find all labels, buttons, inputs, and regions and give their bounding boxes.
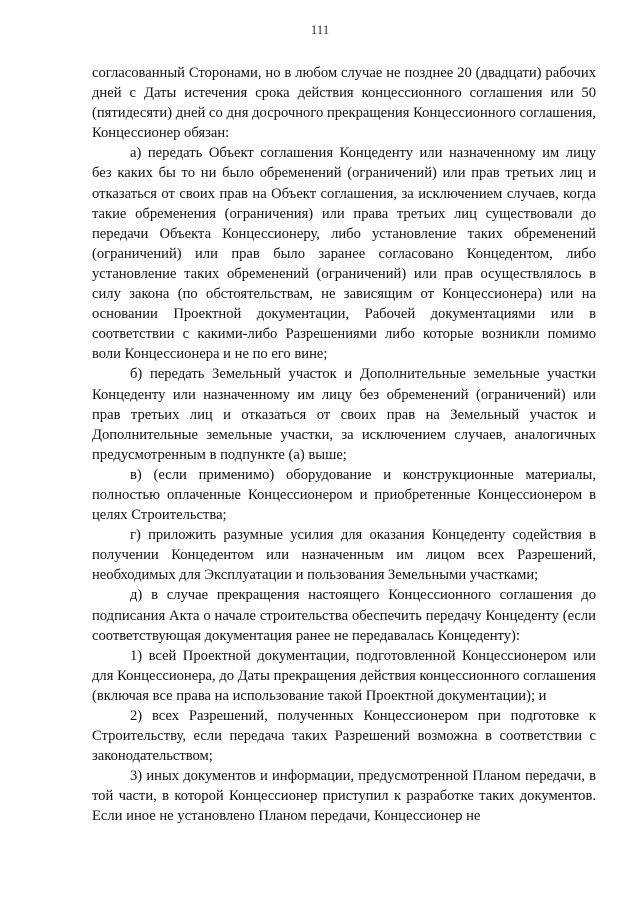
paragraph-d-3: 3) иных документов и информации, предусмотренной Планом передачи, в той части, в которой Концессионер приступил к разработке таких документов. Если иное не установлено Планом передачи, Концессионер не (92, 768, 596, 825)
body-text (92, 63, 596, 827)
paragraph-a: а) передать Объект соглашения Концеденту или назначенному им лицу без каких бы то ни было обременений (ограничений) или прав третьих лиц и отказаться от своих прав на Объект соглашения, за исключением случаев, когда такие обременения (ограничения) или права третьих лиц существовали до передачи Объекта Концессионеру, либо установление таких обременений (ограничений) или прав было заранее согласовано Концедентом, либо установление таких обременений (ограничений) или прав осуществлялось в силу закона (по обстоятельствам, не зависящим от Концессионера) или на основании Проектной документации, Рабочей документациями или в соответствии с какими-либо Разрешениями либо которые возникли помимо воли Концессионера и не по его вине; (92, 145, 596, 363)
paragraph-v: в) (если применимо) оборудование и конструкционные материалы, полностью оплаченные Концессионером и приобретенные Концессионером в целях Строительства; (92, 466, 596, 524)
paragraph-d: д) в случае прекращения настоящего Концессионного соглашения до подписания Акта о начале строительства обеспечить передачу Концеденту (если соответствующая документация ранее не передавалась Концеденту): (92, 587, 596, 644)
paragraph-d-2: 2) всех Разрешений, полученных Концессионером при подготовке к Строительству, если передача таких Разрешений возможна в соответствии с законодательством; (92, 708, 596, 765)
paragraph-g: г) приложить разумные усилия для оказания Концеденту содействия в получении Концедентом или назначенным им лицом всех Разрешений, необходимых для Эксплуатации и пользования Земельными участками; (92, 527, 596, 584)
paragraph-intro: согласованный Сторонами, но в любом случае не позднее 20 (двадцати) рабочих дней с Даты истечения срока действия концессионного соглашения или 50 (пятидесяти) дней со дня досрочного прекращения Концессионного соглашения, Концессионер обязан: (92, 65, 596, 142)
paragraph-d-1: 1) всей Проектной документации, подготовленной Концессионером или для Концессионера, до Даты прекращения действия концессионного соглашения (включая все права на использование такой Проектной документации); и (92, 647, 596, 704)
paragraph-b: б) передать Земельный участок и Дополнительные земельные участки Концеденту или назначенному им лицу без обременений (ограничений) или прав третьих лиц и отказаться от своих прав на Земельный участок и Дополнительные земельные участки, за исключением случаев, аналогичных предусмотренным в подпункте (а) выше; (92, 366, 596, 463)
page-number: 111 (310, 22, 330, 37)
